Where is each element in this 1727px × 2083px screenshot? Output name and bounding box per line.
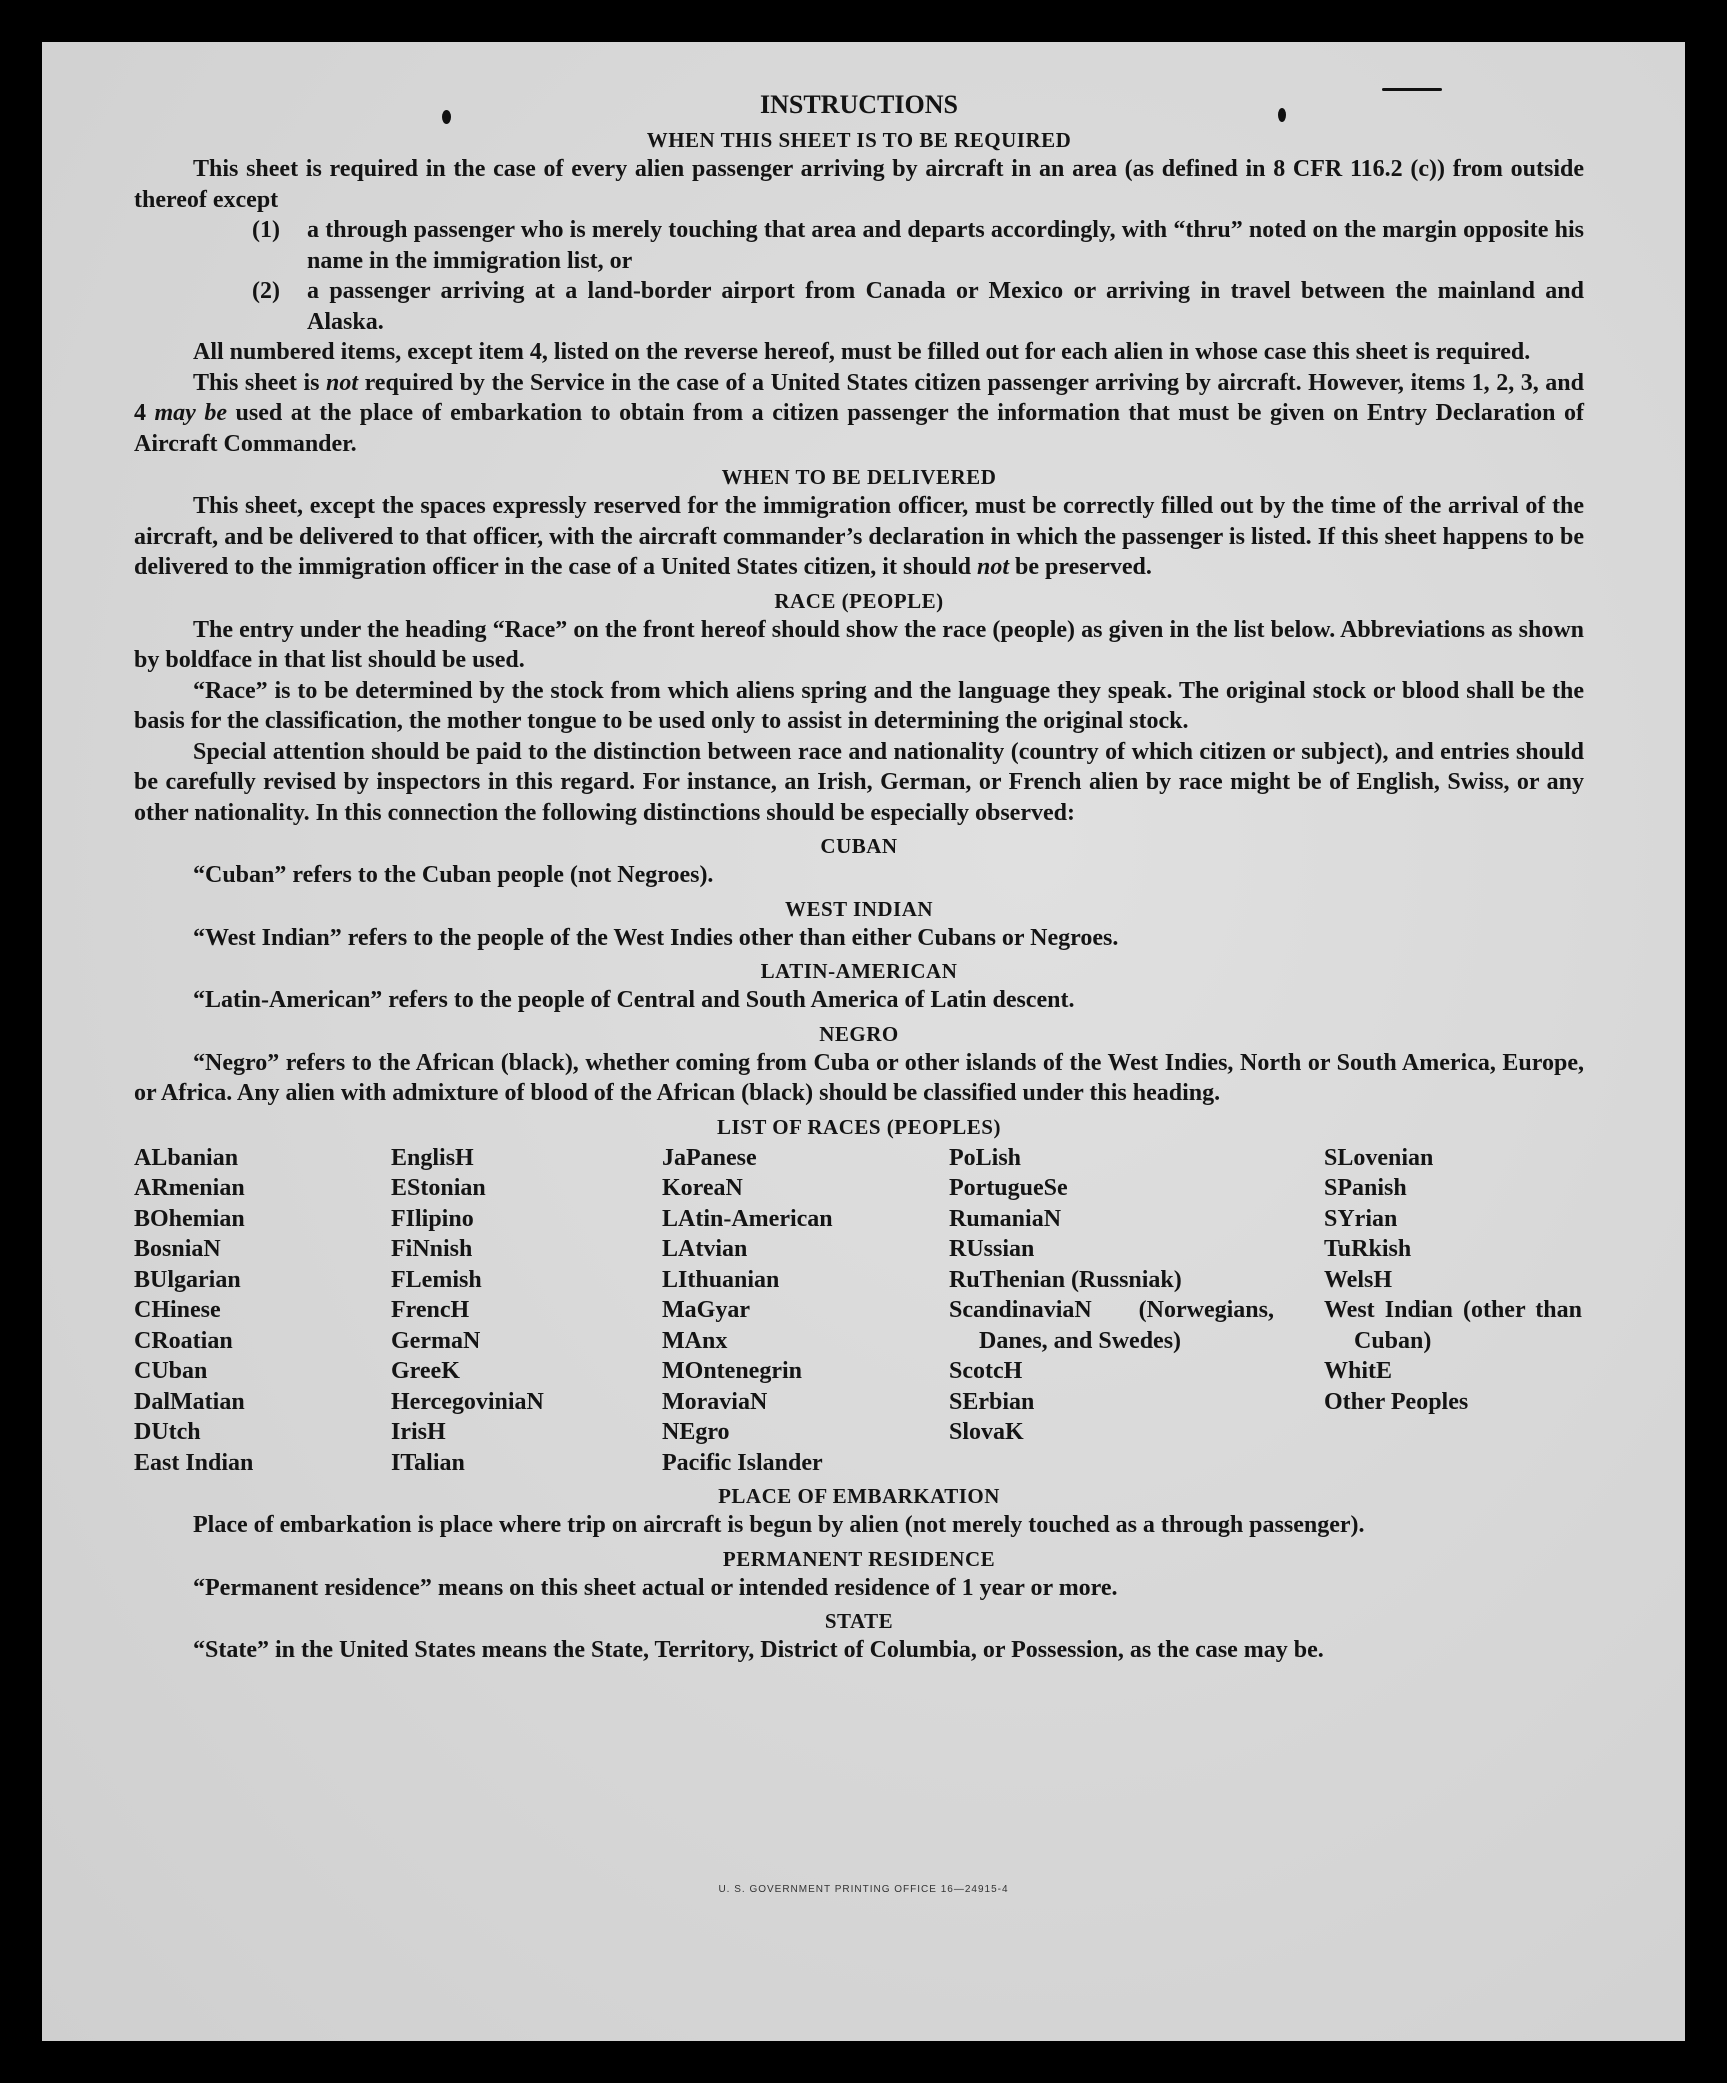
scan-speck xyxy=(442,110,451,124)
scan-speck xyxy=(1382,88,1442,91)
section-heading-residence: PERMANENT RESIDENCE xyxy=(722,1546,996,1571)
race-item: SYrian xyxy=(1324,1205,1398,1232)
paragraph: “Permanent residence” means on this sheet actual or intended residence of 1 year or more. xyxy=(193,1574,1118,1601)
document-sheet xyxy=(42,42,1685,2041)
race-item: RUssian xyxy=(949,1236,1035,1262)
section-heading-west-indian: WEST INDIAN xyxy=(784,896,934,921)
race-item: CHinese xyxy=(134,1297,221,1323)
section-heading-state: STATE xyxy=(824,1609,894,1633)
list-item xyxy=(252,215,1584,276)
paragraph: “State” in the United States means the State, Territory, District of Columbia, or Possession, as the case may be. xyxy=(193,1637,1324,1663)
race-item: IrisH xyxy=(391,1419,446,1445)
paragraph: Place of embarkation is place where trip on aircraft is begun by alien (not merely touched as a through passenger). xyxy=(193,1512,1365,1538)
races-column-2 xyxy=(391,1143,662,1479)
list-item xyxy=(252,276,1584,337)
race-item: HercegoviniaN xyxy=(391,1388,544,1415)
race-item: CUban xyxy=(134,1358,208,1384)
race-item: MaGyar xyxy=(662,1297,750,1323)
race-item: West Indian (other than Cuban) xyxy=(1324,1297,1582,1354)
race-item: ScotcH xyxy=(949,1358,1023,1384)
section-heading-embarkation: PLACE OF EMBARKATION xyxy=(718,1484,1000,1508)
section-heading-list-of-races: LIST OF RACES (PEOPLES) xyxy=(717,1114,1001,1139)
paragraph: “West Indian” refers to the people of the West Indies other than either Cubans or Negroes. xyxy=(193,924,1119,951)
race-item: BosniaN xyxy=(134,1236,221,1262)
text: used at the place of embarkation to obtain from a citizen passenger the information that must be given on Entry Declaration of Aircraft Commander. xyxy=(134,400,1584,457)
race-item: LAtvian xyxy=(662,1236,748,1262)
race-item: MAnx xyxy=(662,1327,728,1354)
race-item: SErbian xyxy=(949,1388,1035,1415)
section-heading-negro: NEGRO xyxy=(819,1021,899,1046)
scan-speck xyxy=(1278,108,1286,122)
race-item: BUlgarian xyxy=(134,1266,241,1293)
paragraph: “Negro” refers to the African (black), whether coming from Cuba or other islands of the West Indies, North or South America, Europe, or Africa. Any alien with admixture of blood of the African (black) should be classified under this heading. xyxy=(134,1049,1584,1106)
race-item: FiNnish xyxy=(391,1236,473,1262)
text: This sheet is xyxy=(193,369,327,396)
paragraph xyxy=(134,491,1584,583)
race-item: SPanish xyxy=(1324,1175,1407,1201)
race-item: Other Peoples xyxy=(1324,1388,1469,1415)
item-number: (2) xyxy=(252,278,280,304)
race-item: Pacific Islander xyxy=(662,1449,823,1476)
text: required by the Service in the case of a United States citizen passenger arriving by aircraft. However, items 1, 2, 3, and 4 xyxy=(134,369,1584,426)
item-text: a passenger arriving at a land-border airport from Canada or Mexico or arriving in travel between the mainland and Alaska. xyxy=(307,278,1584,335)
race-item: RumaniaN xyxy=(949,1205,1062,1232)
races-column-3 xyxy=(662,1143,949,1479)
text: be preserved. xyxy=(1009,554,1152,580)
item-text: a through passenger who is merely touching that area and departs accordingly, with “thru” noted on the margin opposite his name in the immigration list, or xyxy=(307,217,1584,274)
races-list xyxy=(134,1143,1584,1479)
race-item: JaPanese xyxy=(662,1144,757,1171)
paragraph: The entry under the heading “Race” on the front hereof should show the race (people) as given in the list below. Abbreviations as shown by boldface in that list should be used. xyxy=(134,616,1584,673)
section-heading-cuban: CUBAN xyxy=(820,834,898,858)
race-item: DUtch xyxy=(134,1419,201,1445)
race-item: DalMatian xyxy=(134,1388,245,1415)
race-item: East Indian xyxy=(134,1449,254,1476)
paragraph: This sheet is required in the case of every alien passenger arriving by aircraft in an area (as defined in 8 CFR 116.2 (c)) from outside thereof except xyxy=(134,156,1584,213)
race-item: LAtin-American xyxy=(662,1205,833,1232)
instructions-body xyxy=(134,88,1584,1666)
race-item: NEgro xyxy=(662,1419,730,1445)
race-item: PoLish xyxy=(949,1144,1022,1171)
section-heading-delivered: WHEN TO BE DELIVERED xyxy=(721,465,997,489)
paragraph: “Latin-American” refers to the people of Central and South America of Latin descent. xyxy=(193,987,1075,1013)
race-item: BOhemian xyxy=(134,1205,245,1232)
race-item: SlovaK xyxy=(949,1419,1024,1445)
item-number: (1) xyxy=(252,217,280,243)
section-heading-required: WHEN THIS SHEET IS TO BE REQUIRED xyxy=(646,128,1072,152)
page-title: INSTRUCTIONS xyxy=(760,90,958,119)
paragraph: All numbered items, except item 4, listed on the reverse hereof, must be filled out for each alien in whose case this sheet is required. xyxy=(193,339,1531,365)
races-column-4 xyxy=(949,1143,1324,1479)
section-heading-race: RACE (PEOPLE) xyxy=(774,588,944,613)
race-item: EStonian xyxy=(391,1175,486,1201)
race-item: WelsH xyxy=(1324,1266,1393,1293)
paragraph: Special attention should be paid to the distinction between race and nationality (country of which citizen or subject), and entries should be carefully revised by inspectors in this regard. For instance, an Irish, German, or French alien by race might be of English, Swiss, or any other nationality. In this connection the following distinctions should be especially observed: xyxy=(134,738,1584,826)
race-item: EnglisH xyxy=(391,1144,474,1171)
paragraph: “Cuban” refers to the Cuban people (not Negroes). xyxy=(193,862,714,888)
race-item: FLemish xyxy=(391,1266,482,1293)
emphasis: not xyxy=(326,369,359,396)
race-item: TuRkish xyxy=(1324,1236,1412,1262)
race-item: FrencH xyxy=(391,1297,470,1323)
section-heading-latin-american: LATIN-AMERICAN xyxy=(760,959,958,983)
race-item: GreeK xyxy=(391,1358,460,1384)
race-item: MoraviaN xyxy=(662,1388,768,1415)
printer-imprint: U. S. GOVERNMENT PRINTING OFFICE 16—24915-4 xyxy=(718,1884,1009,1895)
race-item: LIthuanian xyxy=(662,1266,780,1293)
race-item: ALbanian xyxy=(134,1144,239,1171)
race-item: RuThenian (Russniak) xyxy=(949,1266,1182,1293)
text: This sheet, except the spaces expressly reserved for the immigration officer, must be correctly filled out by the time of the arrival of the aircraft, and be delivered to that officer, with the aircraft commander’s declaration in which the passenger is listed. If this sheet happens to be delivered to the immigration officer in the case of a United States citizen, it should xyxy=(134,493,1584,580)
race-item: ITalian xyxy=(391,1449,465,1476)
emphasis: may be xyxy=(154,400,228,426)
paragraph xyxy=(134,368,1584,460)
race-item: SLovenian xyxy=(1324,1144,1434,1171)
race-item: GermaN xyxy=(391,1327,481,1354)
race-item: KoreaN xyxy=(662,1175,743,1201)
race-item: FIlipino xyxy=(391,1205,474,1232)
race-item: ScandinaviaN (Norwegians, Danes, and Swedes) xyxy=(949,1297,1274,1354)
race-item: WhitE xyxy=(1324,1358,1393,1384)
emphasis: not xyxy=(977,554,1010,580)
races-column-5 xyxy=(1324,1143,1584,1479)
race-item: PortugueSe xyxy=(949,1175,1068,1201)
paragraph: “Race” is to be determined by the stock from which aliens spring and the language they speak. The original stock or blood shall be the basis for the classification, the mother tongue to be used only to assist in determining the original stock. xyxy=(134,677,1584,734)
race-item: ARmenian xyxy=(134,1175,245,1201)
races-column-1 xyxy=(134,1143,391,1479)
race-item: CRoatian xyxy=(134,1327,233,1354)
race-item: MOntenegrin xyxy=(662,1358,802,1384)
